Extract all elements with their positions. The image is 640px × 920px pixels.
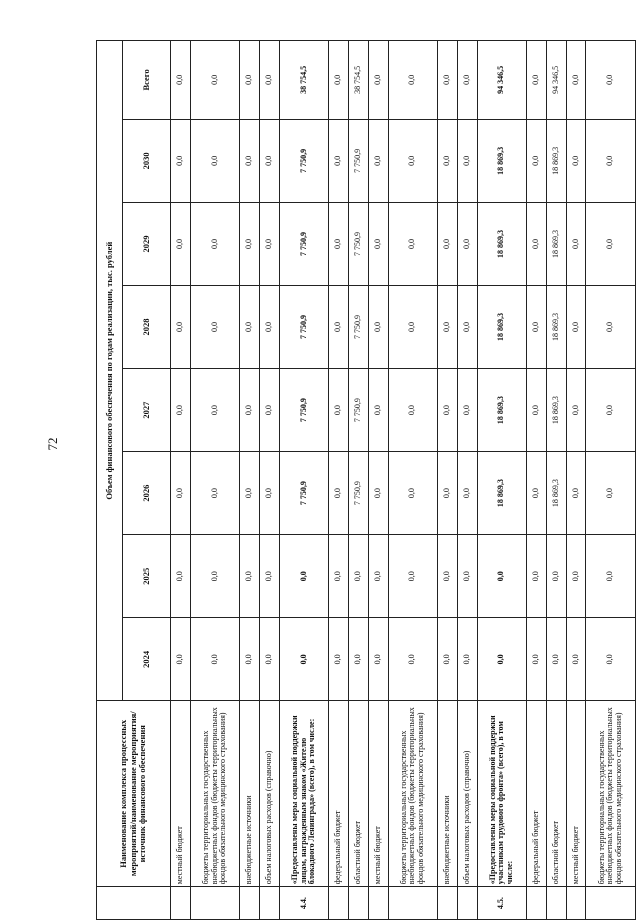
value-cell: 0,0: [527, 202, 547, 285]
value-cell: 0,0: [368, 369, 388, 452]
value-cell: 0,0: [438, 119, 458, 202]
table-page: [96, 40, 636, 920]
value-cell: 7 750,9: [279, 452, 328, 535]
row-index: 4.4.: [279, 887, 328, 920]
value-cell: 38 754,5: [279, 41, 328, 120]
value-cell: 0,0: [190, 452, 239, 535]
table-row: [171, 41, 191, 920]
value-cell: 0,0: [457, 535, 477, 618]
row-index: [368, 887, 388, 920]
row-name: бюджеты территориальных государственных внебюджетных фондов (бюджеты территориальных фондов обязательного медицинского страхования): [388, 701, 437, 887]
table-row: [586, 41, 636, 920]
value-cell: 18 869,3: [477, 285, 526, 368]
value-cell: 0,0: [457, 369, 477, 452]
value-cell: 7 750,9: [279, 369, 328, 452]
row-name: федеральный бюджет: [329, 701, 349, 887]
value-cell: 0,0: [438, 369, 458, 452]
value-cell: 0,0: [171, 452, 191, 535]
table-row: [240, 41, 260, 920]
value-cell: 0,0: [171, 119, 191, 202]
value-cell: 0,0: [388, 618, 437, 701]
value-cell: 0,0: [457, 618, 477, 701]
value-cell: 0,0: [329, 119, 349, 202]
value-cell: 7 750,9: [279, 285, 328, 368]
row-name: бюджеты территориальных государственных внебюджетных фондов (бюджеты территориальных фондов обязательного медицинского страхования): [190, 701, 239, 887]
value-cell: 0,0: [566, 452, 586, 535]
value-cell: 18 869,3: [546, 202, 566, 285]
value-cell: 0,0: [368, 41, 388, 120]
row-name: областной бюджет: [349, 701, 369, 887]
value-cell: 18 869,3: [477, 452, 526, 535]
value-cell: 0,0: [438, 535, 458, 618]
row-name: местный бюджет: [566, 701, 586, 887]
value-cell: 0,0: [329, 41, 349, 120]
value-cell: 0,0: [388, 119, 437, 202]
value-cell: 0,0: [566, 285, 586, 368]
value-cell: 0,0: [240, 202, 260, 285]
year-header: 2028: [123, 285, 171, 368]
value-cell: 0,0: [457, 452, 477, 535]
year-header: 2030: [123, 119, 171, 202]
row-index: [388, 887, 437, 920]
value-cell: 0,0: [566, 535, 586, 618]
year-header: 2025: [123, 535, 171, 618]
value-cell: 0,0: [171, 41, 191, 120]
value-cell: 0,0: [457, 119, 477, 202]
value-cell: 0,0: [368, 535, 388, 618]
value-cell: 0,0: [457, 202, 477, 285]
value-cell: 0,0: [260, 285, 280, 368]
value-cell: 0,0: [388, 202, 437, 285]
year-header: 2029: [123, 202, 171, 285]
value-cell: 0,0: [240, 119, 260, 202]
value-cell: 0,0: [171, 369, 191, 452]
value-cell: 38 754,5: [349, 41, 369, 120]
value-cell: 0,0: [171, 285, 191, 368]
value-cell: 0,0: [388, 535, 437, 618]
value-cell: 0,0: [368, 202, 388, 285]
value-cell: 0,0: [260, 119, 280, 202]
row-index: [546, 887, 566, 920]
value-cell: 0,0: [457, 285, 477, 368]
value-cell: 0,0: [527, 369, 547, 452]
value-cell: 0,0: [438, 618, 458, 701]
value-cell: 0,0: [329, 285, 349, 368]
header-index-cell: [97, 887, 171, 920]
value-cell: 0,0: [546, 618, 566, 701]
value-cell: 0,0: [477, 535, 526, 618]
value-cell: 0,0: [368, 119, 388, 202]
value-cell: 0,0: [527, 119, 547, 202]
value-cell: 7 750,9: [349, 452, 369, 535]
value-cell: 0,0: [388, 41, 437, 120]
value-cell: 18 869,3: [546, 119, 566, 202]
value-cell: 0,0: [438, 202, 458, 285]
value-cell: 0,0: [329, 369, 349, 452]
row-name: местный бюджет: [368, 701, 388, 887]
value-cell: 0,0: [586, 285, 636, 368]
value-cell: 0,0: [368, 285, 388, 368]
value-cell: 7 750,9: [349, 285, 369, 368]
row-index: [349, 887, 369, 920]
value-cell: 18 869,3: [477, 119, 526, 202]
value-cell: 0,0: [368, 618, 388, 701]
table-row: [527, 41, 547, 920]
row-index: [190, 887, 239, 920]
value-cell: 0,0: [171, 202, 191, 285]
year-header: Всего: [123, 41, 171, 120]
value-cell: 7 750,9: [279, 202, 328, 285]
value-cell: 0,0: [349, 535, 369, 618]
value-cell: 0,0: [388, 285, 437, 368]
value-cell: 0,0: [566, 119, 586, 202]
value-cell: 0,0: [240, 285, 260, 368]
year-header: 2026: [123, 452, 171, 535]
value-cell: 0,0: [566, 369, 586, 452]
row-index: [260, 887, 280, 920]
year-header: 2027: [123, 369, 171, 452]
value-cell: 7 750,9: [349, 202, 369, 285]
table-row: [546, 41, 566, 920]
value-cell: 18 869,3: [477, 202, 526, 285]
value-cell: 0,0: [190, 535, 239, 618]
value-cell: 0,0: [279, 618, 328, 701]
value-cell: 0,0: [329, 618, 349, 701]
value-cell: 0,0: [260, 202, 280, 285]
value-cell: 7 750,9: [349, 369, 369, 452]
row-name: объем налоговых расходов (справочно): [457, 701, 477, 887]
row-index: [329, 887, 349, 920]
row-name: областной бюджет: [546, 701, 566, 887]
table-row: [329, 41, 349, 920]
row-name: местный бюджет: [171, 701, 191, 887]
value-cell: 18 869,3: [546, 285, 566, 368]
value-cell: 0,0: [586, 452, 636, 535]
value-cell: 0,0: [527, 452, 547, 535]
row-name: «Предоставлены меры социальной поддержки лицам, награжденным знаком «Жителю блокадного Ленинграда» (всего), в том числе:: [279, 701, 328, 887]
value-cell: 0,0: [190, 618, 239, 701]
value-cell: 0,0: [527, 41, 547, 120]
value-cell: 0,0: [260, 369, 280, 452]
value-cell: 0,0: [190, 285, 239, 368]
value-cell: 0,0: [329, 452, 349, 535]
value-cell: 94 346,5: [546, 41, 566, 120]
value-cell: 0,0: [527, 285, 547, 368]
row-index: [171, 887, 191, 920]
value-cell: 0,0: [586, 618, 636, 701]
value-cell: 0,0: [388, 452, 437, 535]
value-cell: 0,0: [349, 618, 369, 701]
value-cell: 0,0: [240, 452, 260, 535]
value-cell: 0,0: [527, 618, 547, 701]
value-cell: 0,0: [171, 535, 191, 618]
year-header: 2024: [123, 618, 171, 701]
row-index: [438, 887, 458, 920]
row-index: [527, 887, 547, 920]
value-cell: 0,0: [586, 535, 636, 618]
value-cell: 7 750,9: [349, 119, 369, 202]
value-cell: 0,0: [566, 618, 586, 701]
table-row: [566, 41, 586, 920]
value-cell: 0,0: [368, 452, 388, 535]
header-group: Объем финансового обеспечения по годам реализации, тыс. рублей: [97, 41, 123, 701]
value-cell: 18 869,3: [546, 452, 566, 535]
value-cell: 0,0: [190, 119, 239, 202]
row-name: объем налоговых расходов (справочно): [260, 701, 280, 887]
row-index: [566, 887, 586, 920]
value-cell: 18 869,3: [546, 369, 566, 452]
row-index: 4.5.: [477, 887, 526, 920]
row-name: внебюджетные источники: [240, 701, 260, 887]
value-cell: 0,0: [586, 41, 636, 120]
value-cell: 0,0: [566, 41, 586, 120]
value-cell: 0,0: [546, 535, 566, 618]
value-cell: 0,0: [566, 202, 586, 285]
value-cell: 18 869,3: [477, 369, 526, 452]
value-cell: 0,0: [586, 119, 636, 202]
row-index: [240, 887, 260, 920]
value-cell: 0,0: [260, 41, 280, 120]
value-cell: 0,0: [171, 618, 191, 701]
value-cell: 0,0: [586, 369, 636, 452]
value-cell: 0,0: [240, 369, 260, 452]
value-cell: 0,0: [240, 41, 260, 120]
value-cell: 0,0: [438, 285, 458, 368]
table-row: [260, 41, 280, 920]
value-cell: 0,0: [240, 535, 260, 618]
table-row: [438, 41, 458, 920]
row-index: [586, 887, 636, 920]
value-cell: 0,0: [190, 202, 239, 285]
table-row: [279, 41, 328, 920]
value-cell: 0,0: [586, 202, 636, 285]
value-cell: 0,0: [477, 618, 526, 701]
value-cell: 0,0: [190, 369, 239, 452]
value-cell: 7 750,9: [279, 119, 328, 202]
table-row: [457, 41, 477, 920]
value-cell: 0,0: [388, 369, 437, 452]
value-cell: 0,0: [260, 535, 280, 618]
value-cell: 0,0: [329, 535, 349, 618]
value-cell: 0,0: [329, 202, 349, 285]
value-cell: 0,0: [240, 618, 260, 701]
page-number: 72: [45, 437, 60, 451]
financing-table: [96, 40, 636, 920]
table-row: [388, 41, 437, 920]
header-name: Наименование комплекса процессных мероприятий/наименование мероприятия/ источник финансового обеспечения: [97, 701, 171, 887]
value-cell: 0,0: [438, 41, 458, 120]
table-row: [190, 41, 239, 920]
value-cell: 0,0: [190, 41, 239, 120]
table-row: [477, 41, 526, 920]
row-name: внебюджетные источники: [438, 701, 458, 887]
value-cell: 0,0: [438, 452, 458, 535]
row-index: [457, 887, 477, 920]
value-cell: 94 346,5: [477, 41, 526, 120]
table-row: [349, 41, 369, 920]
table-row: [368, 41, 388, 920]
value-cell: 0,0: [260, 618, 280, 701]
value-cell: 0,0: [527, 535, 547, 618]
row-name: федеральный бюджет: [527, 701, 547, 887]
row-name: бюджеты территориальных государственных внебюджетных фондов (бюджеты территориальных фондов обязательного медицинского страхования): [586, 701, 636, 887]
value-cell: 0,0: [457, 41, 477, 120]
value-cell: 0,0: [279, 535, 328, 618]
value-cell: 0,0: [260, 452, 280, 535]
row-name: «Предоставлены меры социальной поддержки участникам трудового фронта» (всего), в том числе:: [477, 701, 526, 887]
